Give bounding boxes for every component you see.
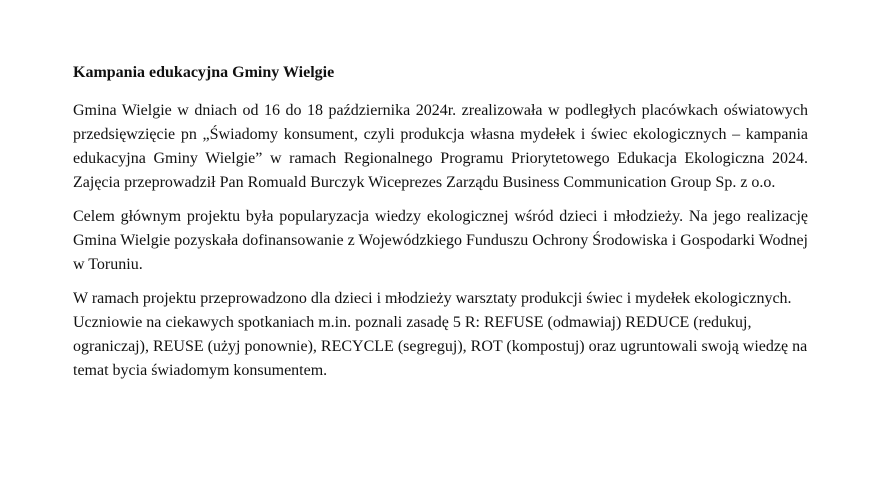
paragraph-workshops: W ramach projektu przeprowadzono dla dzieci i młodzieży warsztaty produkcji świec i mydełek ekologicznych. Uczniowie na ciekawych spotkaniach m.in. poznali zasadę 5 R: REFUSE (odmawiaj) REDUCE (redukuj, ograniczaj), REUSE (użyj ponownie), RECYCLE (segreguj), ROT (kompostuj) oraz ugruntowali swoją wiedzę na temat bycia świadomym konsumentem. xyxy=(73,290,808,379)
document-title: Kampania edukacyjna Gminy Wielgie xyxy=(73,64,335,81)
paragraph-goal: Celem głównym projektu była popularyzacja wiedzy ekologicznej wśród dzieci i młodzieży. Na jego realizację Gmina Wielgie pozyskała dofinansowanie z Wojewódzkiego Funduszu Ochrony Środowiska i Gospodarki Wodnej w Toruniu. xyxy=(73,208,808,273)
document-body xyxy=(73,62,808,393)
paragraph-intro: Gmina Wielgie w dniach od 16 do 18 października 2024r. zrealizowała w podległych placówkach oświatowych przedsięwzięcie pn „Świadomy konsument, czyli produkcja własna mydełek i świec ekologicznych – kampania edukacyjna Gminy Wielgie” w ramach Regionalnego Programu Priorytetowego Edukacja Ekologiczna 2024. Zajęcia przeprowadził Pan Romuald Burczyk Wiceprezes Zarządu Business Communication Group Sp. z o.o. xyxy=(73,102,808,191)
